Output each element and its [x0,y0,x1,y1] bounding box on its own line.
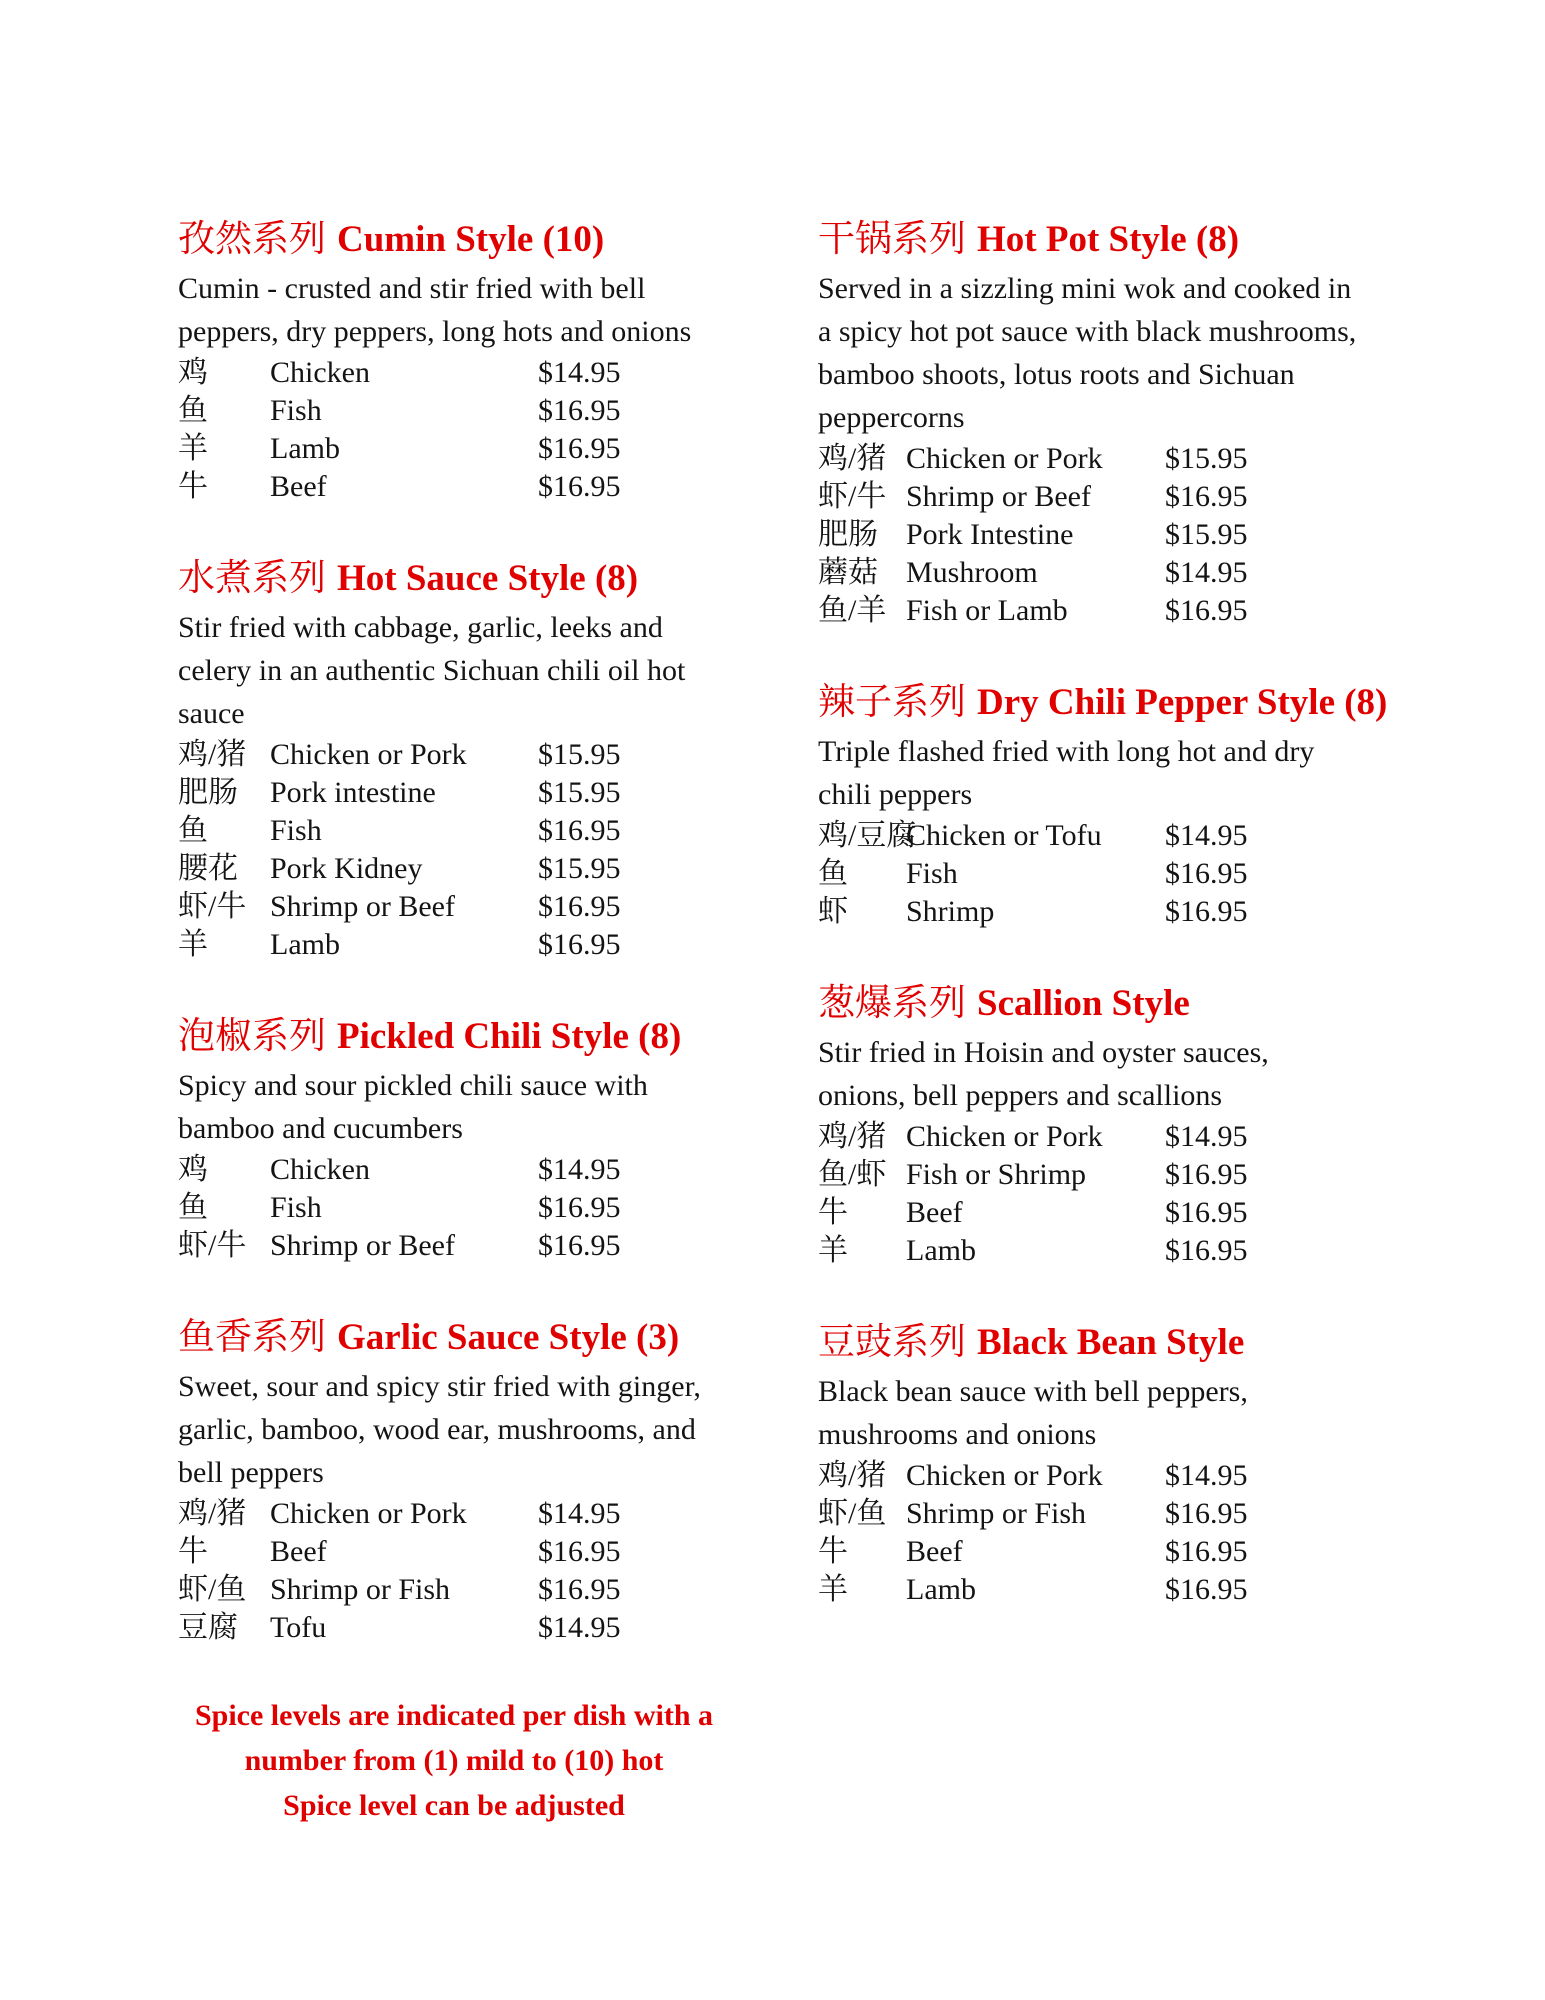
item-chinese-label: 鸡/猪 [818,1459,887,1492]
section-title-chinese: 水煮系列 [178,558,326,599]
section-title-chinese: 豆豉系列 [818,1322,966,1363]
item-price: $15.95 [538,776,621,809]
item-name: Fish [270,1191,322,1224]
menu-item-row [178,354,730,392]
item-chinese-label: 鱼 [178,814,208,847]
section-description-line: garlic, bamboo, wood ear, mushrooms, and [178,1413,696,1446]
item-name: Lamb [906,1234,976,1267]
menu-item-row [178,774,730,812]
section-item-list [818,440,1378,630]
menu-section [178,1311,730,1647]
section-title-english: Scallion Style [977,983,1190,1024]
menu-section [178,552,730,964]
spice-level-note [178,1693,730,1828]
section-title [178,1311,730,1365]
item-name: Mushroom [906,556,1038,589]
item-name: Shrimp or Fish [906,1497,1087,1530]
item-price: $16.95 [1165,1196,1248,1229]
section-description-line: Cumin - crusted and stir fried with bell [178,272,646,305]
item-price: $16.95 [1165,1158,1248,1191]
section-description [178,1365,730,1494]
section-description-line: bamboo and cucumbers [178,1112,463,1145]
section-title-english: Garlic Sauce Style (3) [337,1317,680,1358]
item-price: $16.95 [538,928,621,961]
section-title-english: Cumin Style (10) [337,219,605,260]
section-title-english: Pickled Chili Style (8) [337,1016,682,1057]
item-name: Pork Intestine [906,518,1074,551]
item-chinese-label: 牛 [178,1535,208,1568]
section-description-line: bamboo shoots, lotus roots and Sichuan [818,358,1295,391]
item-chinese-label: 羊 [178,928,208,961]
menu-item-row [818,1457,1378,1495]
menu-item-row [818,817,1378,855]
menu-item-row [178,468,730,506]
item-price: $16.95 [1165,857,1248,890]
section-description-line: Triple flashed fried with long hot and dry [818,735,1315,768]
item-name: Tofu [270,1611,327,1644]
section-title [818,676,1388,730]
item-price: $16.95 [538,394,621,427]
menu-column-left [178,213,730,1828]
item-chinese-label: 鱼 [178,1191,208,1224]
section-description [818,267,1378,439]
section-description-line: onions, bell peppers and scallions [818,1079,1223,1112]
section-description-line: celery in an authentic Sichuan chili oil hot [178,654,686,687]
item-chinese-label: 鸡/猪 [818,442,887,475]
menu-item-row [818,516,1378,554]
menu-item-row [818,440,1378,478]
item-name: Fish or Lamb [906,594,1068,627]
section-item-list [818,1457,1378,1609]
item-chinese-label: 鸡/猪 [818,1120,887,1153]
item-price: $16.95 [538,1191,621,1224]
item-chinese-label: 肥肠 [818,518,878,551]
section-description [818,1370,1378,1456]
section-description-line: sauce [178,697,245,730]
menu-item-row [178,1189,730,1227]
item-price: $14.95 [1165,556,1248,589]
item-chinese-label: 虾/牛 [818,480,887,513]
item-price: $16.95 [1165,480,1248,513]
menu-item-row [178,392,730,430]
item-price: $16.95 [538,890,621,923]
section-title-chinese: 鱼香系列 [178,1317,326,1358]
item-chinese-label: 羊 [178,432,208,465]
menu-column-right [818,213,1388,1655]
item-price: $15.95 [538,738,621,771]
item-price: $16.95 [1165,1535,1248,1568]
item-name: Beef [270,1535,327,1568]
section-description [178,606,730,735]
section-description [818,1031,1378,1117]
item-price: $15.95 [1165,518,1248,551]
section-description-line: mushrooms and onions [818,1418,1097,1451]
item-chinese-label: 鱼 [178,394,208,427]
item-name: Beef [906,1196,963,1229]
item-name: Shrimp or Fish [270,1573,451,1606]
menu-item-row [818,1232,1378,1270]
section-title-chinese: 干锅系列 [818,219,966,260]
item-chinese-label: 牛 [178,470,208,503]
menu-item-row [818,592,1378,630]
menu-section [178,1010,730,1265]
item-name: Beef [270,470,327,503]
item-name: Chicken or Pork [906,442,1103,475]
item-chinese-label: 鱼/羊 [818,594,887,627]
item-name: Shrimp or Beef [270,890,455,923]
item-price: $16.95 [538,470,621,503]
item-price: $16.95 [538,1573,621,1606]
item-name: Fish [906,857,958,890]
section-title-chinese: 辣子系列 [818,682,966,723]
item-chinese-label: 腰花 [178,852,238,885]
menu-section [178,213,730,506]
menu-item-row [178,1151,730,1189]
item-name: Shrimp [906,895,995,928]
item-price: $16.95 [1165,1573,1248,1606]
item-price: $15.95 [1165,442,1248,475]
item-name: Fish [270,394,322,427]
menu-item-row [178,430,730,468]
menu-item-row [178,850,730,888]
item-name: Chicken [270,356,370,389]
item-price: $16.95 [538,432,621,465]
item-chinese-label: 虾/牛 [178,890,247,923]
item-price: $16.95 [1165,895,1248,928]
menu-item-row [178,888,730,926]
section-title-english: Dry Chili Pepper Style (8) [977,682,1388,723]
item-chinese-label: 羊 [818,1234,848,1267]
item-chinese-label: 鸡 [178,356,208,389]
menu-item-row [178,1495,730,1533]
section-description-line: Sweet, sour and spicy stir fried with ginger, [178,1370,701,1403]
item-chinese-label: 鱼/虾 [818,1158,887,1191]
section-description-line: bell peppers [178,1456,324,1489]
item-price: $14.95 [538,1497,621,1530]
item-chinese-label: 虾 [818,895,848,928]
menu-item-row [818,1533,1378,1571]
section-description-line: a spicy hot pot sauce with black mushrooms, [818,315,1357,348]
section-title-chinese: 葱爆系列 [818,983,966,1024]
menu-item-row [178,736,730,774]
item-name: Chicken or Pork [906,1459,1103,1492]
menu-item-row [818,1495,1378,1533]
menu-item-row [818,1118,1378,1156]
item-chinese-label: 鸡/猪 [178,738,247,771]
section-item-list [178,736,730,964]
section-description-line: peppers, dry peppers, long hots and onions [178,315,692,348]
section-description-line: Spicy and sour pickled chili sauce with [178,1069,648,1102]
section-title [818,213,1378,267]
item-price: $14.95 [1165,1120,1248,1153]
item-name: Chicken or Pork [906,1120,1103,1153]
item-chinese-label: 牛 [818,1535,848,1568]
spice-note-line: Spice levels are indicated per dish with a [194,1699,714,1732]
section-title-english: Hot Sauce Style (8) [337,558,639,599]
item-chinese-label: 牛 [818,1196,848,1229]
item-chinese-label: 虾/鱼 [178,1573,247,1606]
menu-item-row [178,1609,730,1647]
item-price: $16.95 [1165,1497,1248,1530]
section-item-list [178,1151,730,1265]
item-name: Chicken [270,1153,370,1186]
section-title-chinese: 孜然系列 [178,219,326,260]
item-price: $14.95 [1165,1459,1248,1492]
item-name: Lamb [270,432,340,465]
item-name: Beef [906,1535,963,1568]
section-item-list [818,817,1378,931]
menu-item-row [178,1533,730,1571]
section-description-line: Black bean sauce with bell peppers, [818,1375,1248,1408]
section-title [818,1316,1378,1370]
menu-section [818,676,1388,931]
menu-item-row [818,554,1378,592]
item-name: Fish or Shrimp [906,1158,1087,1191]
item-chinese-label: 肥肠 [178,776,238,809]
item-price: $16.95 [538,814,621,847]
item-price: $14.95 [538,1611,621,1644]
section-description-line: Stir fried in Hoisin and oyster sauces, [818,1036,1269,1069]
section-title-english: Hot Pot Style (8) [977,219,1240,260]
section-item-list [178,1495,730,1647]
section-item-list [178,354,730,506]
section-title [178,213,730,267]
menu-section [818,1316,1378,1609]
menu-item-row [178,1227,730,1265]
section-title [818,977,1378,1031]
item-price: $15.95 [538,852,621,885]
menu-item-row [818,1156,1378,1194]
section-description-line: Served in a sizzling mini wok and cooked in [818,272,1352,305]
section-description-line: chili peppers [818,778,973,811]
item-price: $14.95 [538,356,621,389]
item-chinese-label: 虾/牛 [178,1229,247,1262]
item-chinese-label: 鱼 [818,857,848,890]
item-price: $16.95 [1165,594,1248,627]
section-description [178,267,730,353]
item-chinese-label: 豆腐 [178,1611,238,1644]
menu-section [818,213,1378,630]
section-title [178,552,730,606]
item-name: Chicken or Tofu [906,819,1102,852]
item-chinese-label: 虾/鱼 [818,1497,887,1530]
item-name: Chicken or Pork [270,738,467,771]
menu-section [818,977,1378,1270]
menu-item-row [818,855,1378,893]
menu-item-row [818,1571,1378,1609]
item-name: Chicken or Pork [270,1497,467,1530]
item-name: Pork intestine [270,776,436,809]
section-title [178,1010,730,1064]
menu-item-row [178,812,730,850]
item-name: Lamb [906,1573,976,1606]
section-description [178,1064,730,1150]
menu-item-row [178,926,730,964]
section-description-line: Stir fried with cabbage, garlic, leeks and [178,611,663,644]
section-title-english: Black Bean Style [977,1322,1245,1363]
menu-item-row [818,478,1378,516]
item-chinese-label: 鸡/猪 [178,1497,247,1530]
menu-item-row [178,1571,730,1609]
item-name: Fish [270,814,322,847]
item-chinese-label: 蘑菇 [818,556,878,589]
item-price: $14.95 [538,1153,621,1186]
item-chinese-label: 鸡 [178,1153,208,1186]
item-name: Lamb [270,928,340,961]
item-name: Shrimp or Beef [906,480,1091,513]
section-description-line: peppercorns [818,401,965,434]
menu-item-row [818,1194,1378,1232]
section-description [818,730,1378,816]
spice-note-line: number from (1) mild to (10) hot [244,1744,664,1777]
item-chinese-label: 羊 [818,1573,848,1606]
section-title-chinese: 泡椒系列 [178,1016,326,1057]
item-price: $16.95 [538,1535,621,1568]
item-name: Shrimp or Beef [270,1229,455,1262]
item-price: $16.95 [1165,1234,1248,1267]
menu-item-row [818,893,1378,931]
item-name: Pork Kidney [270,852,423,885]
item-price: $16.95 [538,1229,621,1262]
item-chinese-label: 鸡/豆腐 [818,819,917,852]
spice-note-line: Spice level can be adjusted [283,1789,625,1822]
section-item-list [818,1118,1378,1270]
item-price: $14.95 [1165,819,1248,852]
